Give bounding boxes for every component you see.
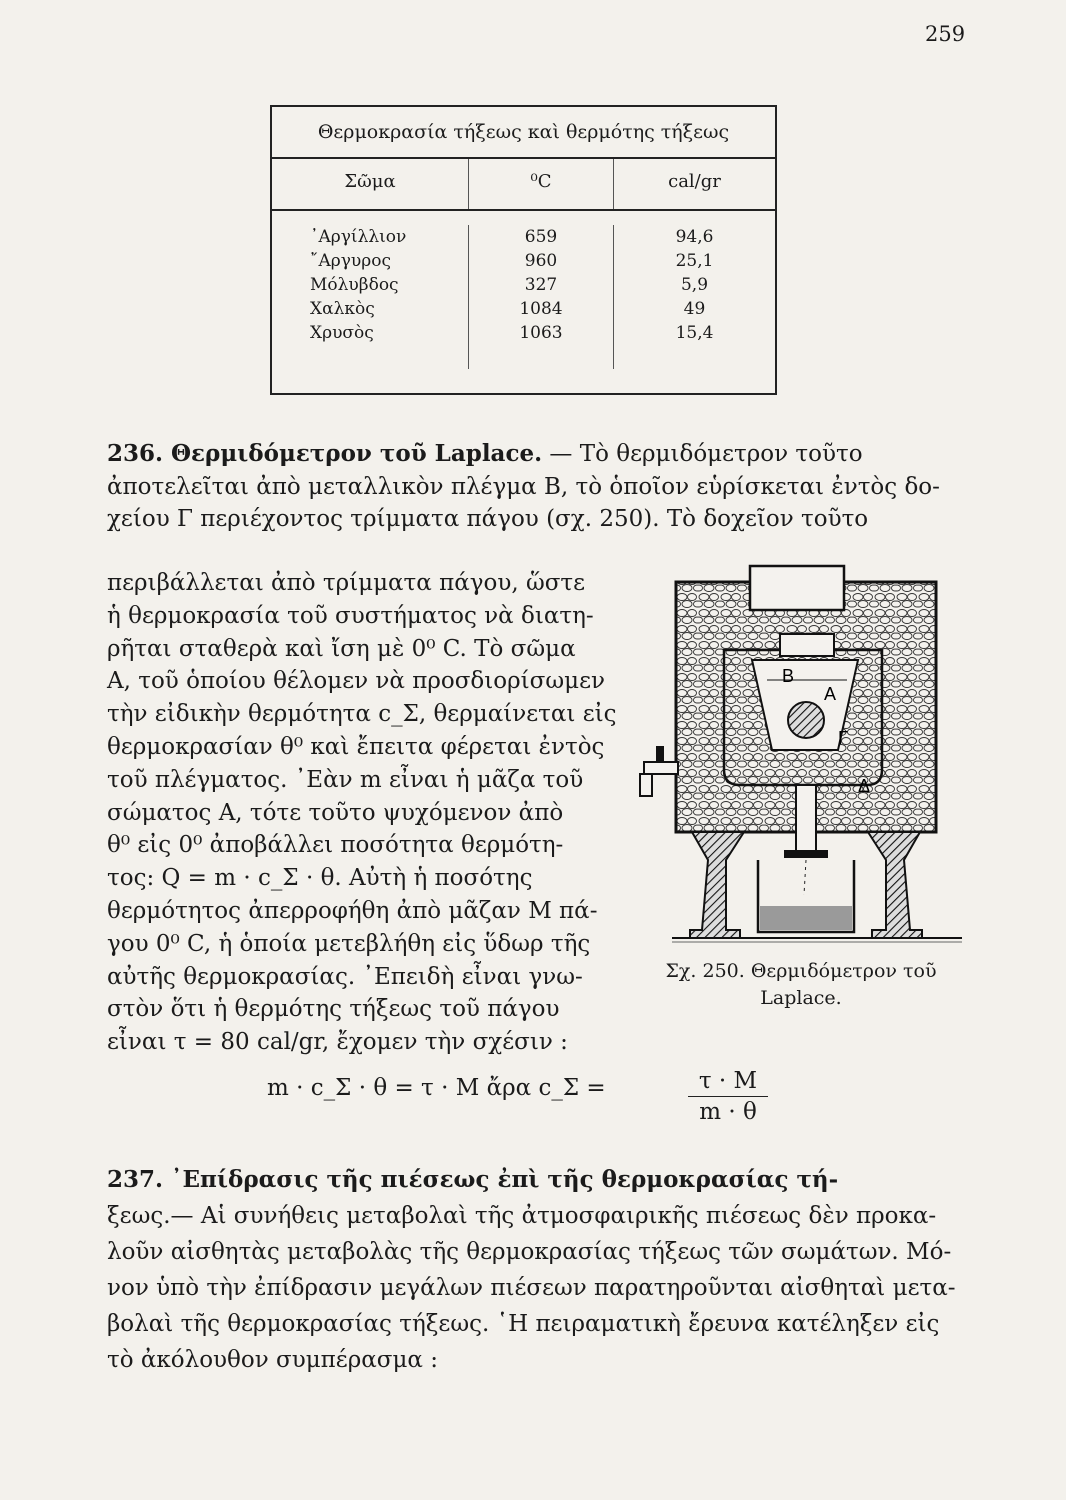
label-d: Δ — [858, 776, 871, 796]
table-row — [272, 273, 775, 297]
paragraph-line: γου 0⁰ C, ἡ ὁποία μετεβλήθη εἰς ὕδωρ τῆς — [107, 930, 591, 957]
right-leg — [868, 832, 922, 938]
formula: m · c_Σ · θ = τ · Μ ἄρα c_Σ = — [267, 1075, 606, 1101]
label-b: Β — [782, 666, 795, 686]
label-g: Γ — [838, 728, 848, 748]
paragraph-line: εἶναι τ = 80 cal/gr, ἔχομεν τὴν σχέσιν : — [107, 1029, 568, 1056]
paragraph-line: περιβάλλεται ἀπὸ τρίμματα πάγου, ὥστε — [107, 570, 586, 596]
section-236-column — [107, 567, 617, 1059]
cell-temp: 1063 — [469, 321, 614, 345]
paragraph-line: νον ὑπὸ τὴν ἐπίδρασιν μεγάλων πιέσεων παρατηροῦνται αἰσθηταὶ μετα- — [107, 1275, 956, 1301]
paragraph-line: Α, τοῦ ὁποίου θέλομεν νὰ προσδιορίσωμεν — [107, 668, 605, 695]
paragraph-line: χείου Γ περιέχοντος τρίμματα πάγου (σχ. 250). Τὸ δοχεῖον τοῦτο — [107, 506, 869, 532]
cell-substance: Χρυσὸς — [272, 321, 469, 345]
fraction-denominator: m · θ — [699, 1099, 757, 1125]
paragraph-line: σώματος Α, τότε τοῦτο ψυχόμενον ἀπὸ — [107, 799, 564, 826]
section-237 — [107, 1162, 959, 1378]
paragraph-line: ρῆται σταθερὰ καὶ ἴση μὲ 0⁰ C. Τὸ σῶμα — [107, 635, 576, 662]
fraction-numerator: τ · Μ — [688, 1068, 768, 1097]
table-row — [272, 321, 775, 345]
paragraph-line: θ⁰ εἰς 0⁰ ἀποβάλλει ποσότητα θερμότη- — [107, 832, 564, 859]
calorimeter-figure — [632, 560, 962, 970]
table-row — [272, 249, 775, 273]
paragraph-line: ξεως.— Αἱ συνήθεις μεταβολαὶ τῆς ἀτμοσφαιρικῆς πιέσεως δὲν προκα- — [107, 1203, 937, 1229]
cell-temp: 1084 — [469, 297, 614, 321]
cell-substance: Μόλυβδος — [272, 273, 469, 297]
cell-temp: 327 — [469, 273, 614, 297]
table-body — [272, 211, 775, 393]
cell-heat: 94,6 — [675, 227, 714, 247]
body-sphere — [788, 702, 824, 738]
paragraph-line: ἀποτελεῖται ἀπὸ μεταλλικὸν πλέγμα Β, τὸ ὁποῖον εὑρίσκεται ἐντὸς δο- — [107, 473, 940, 500]
left-leg — [690, 832, 744, 938]
paragraph-line: τος: Q = m · c_Σ · θ. Αὐτὴ ἡ ποσότης — [107, 865, 533, 892]
paragraph-line: στὸν ὅτι ἡ θερμότης τήξεως τοῦ πάγου — [107, 996, 560, 1023]
paragraph-line: βολαὶ τῆς θερμοκρασίας τήξεως. ῾Η πειραματικὴ ἔρευνα κατέληξεν εἰς — [107, 1311, 940, 1337]
table-fill — [272, 345, 775, 393]
figure-caption: Σχ. 250. Θερμιδόμετρον τοῦ Laplace. — [665, 960, 937, 1009]
cell-substance: ᾿Αργίλλιον — [272, 225, 469, 249]
cell-temp: 960 — [469, 249, 614, 273]
cell-heat: 15,4 — [675, 323, 714, 343]
table-row — [272, 225, 775, 249]
section-237-heading: 237. ᾿Επίδρασις τῆς πιέσεως ἐπὶ τῆς θερμοκρασίας τή- — [107, 1166, 839, 1193]
paragraph-line: θερμοκρασίαν θ⁰ καὶ ἔπειτα φέρεται ἐντὸς — [107, 733, 605, 760]
header-celsius: ⁰C — [469, 159, 614, 209]
vessel-lid — [750, 566, 844, 610]
table-header — [272, 159, 775, 211]
paragraph-line: — Τὸ θερμιδόμετρον τοῦτο — [549, 441, 863, 467]
cell-heat: 25,1 — [675, 251, 714, 271]
section-236-intro — [107, 438, 957, 536]
paragraph-line: τὴν εἰδικὴν θερμότητα c_Σ, θερμαίνεται εἰς — [107, 701, 617, 728]
table-row — [272, 297, 775, 321]
formula-fraction — [688, 1068, 768, 1125]
paragraph-line: λοῦν αἰσθητὰς μεταβολὰς τῆς θερμοκρασίας τήξεως τῶν σωμάτων. Μό- — [107, 1239, 952, 1265]
section-236-heading: 236. Θερμιδόμετρον τοῦ Laplace. — [107, 440, 543, 467]
paragraph-line: τὸ ἀκόλουθον συμπέρασμα : — [107, 1347, 438, 1373]
paragraph-line: αὐτῆς θερμοκρασίας. ᾿Επειδὴ εἶναι γνω- — [107, 963, 583, 990]
cell-substance: ῎Αργυρος — [272, 249, 469, 273]
cell-heat: 49 — [683, 299, 706, 319]
cell-substance: Χαλκὸς — [272, 297, 469, 321]
paragraph-line: θερμότητος ἀπερροφήθη ἀπὸ μᾶζαν Μ πά- — [107, 897, 598, 924]
paragraph-line: τοῦ πλέγματος. ᾿Εὰν m εἶναι ἡ μᾶζα τοῦ — [107, 766, 584, 793]
paragraph-line: ἡ θερμοκρασία τοῦ συστήματος νὰ διατη- — [107, 602, 594, 629]
table-caption: Θερμοκρασία τήξεως καὶ θερμότης τήξεως — [272, 107, 775, 159]
melting-table — [270, 105, 777, 395]
cell-temp: 659 — [469, 225, 614, 249]
page-number: 259 — [925, 22, 966, 46]
cell-heat: 5,9 — [680, 275, 709, 295]
header-body: Σῶμα — [272, 159, 469, 209]
label-a: Α — [824, 684, 837, 704]
header-calgr: cal/gr — [668, 171, 721, 192]
